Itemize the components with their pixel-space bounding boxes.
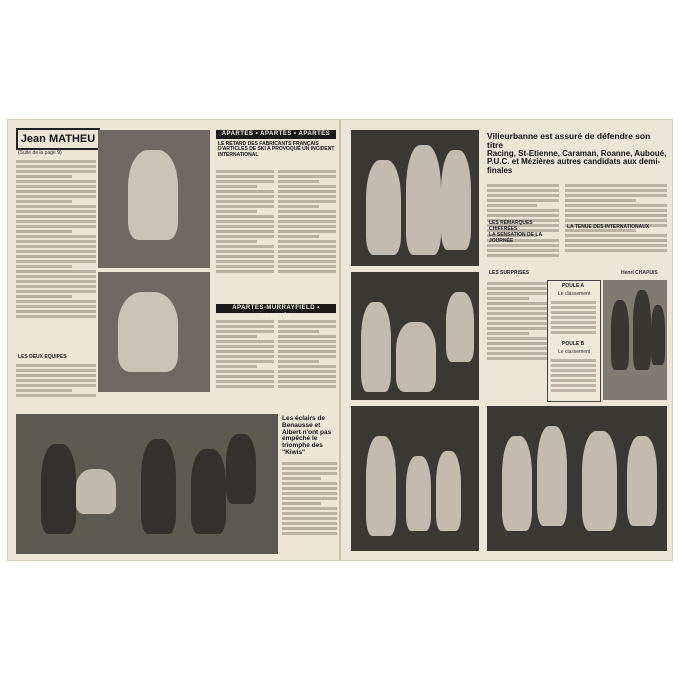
poule-b-table	[551, 357, 596, 397]
rugby-photo	[16, 414, 278, 554]
classement-a: Le classement	[558, 291, 591, 297]
wrestler-photo-2	[98, 272, 210, 392]
remarques-heading: LES REMARQUES CHIFFRÉES	[489, 220, 533, 232]
sensation-heading: LA SENSATION DE LA JOURNÉE	[489, 232, 542, 244]
left-page	[8, 120, 339, 560]
article-column-1	[16, 158, 96, 328]
apartes-headline: LE RETARD DES FABRICANTS FRANÇAIS D'ARTICLES DE SKI A PROVOQUÉ UN INCIDENT INTERNATIONAL	[218, 141, 335, 158]
apartes-column-2	[278, 168, 336, 298]
basketball-photo-4	[603, 280, 667, 400]
magazine-spread	[8, 120, 672, 560]
article-column-c	[487, 280, 547, 390]
classement-b: Le classement	[558, 349, 591, 355]
right-page	[341, 120, 672, 560]
teams-heading: LES DEUX EQUIPES	[18, 354, 67, 360]
basketball-photo-1	[351, 130, 479, 266]
apartes-bar: APARTÉS • APARTÉS • APARTÉS	[216, 130, 336, 139]
poule-a-table	[551, 299, 596, 337]
murrayfield-column-2	[278, 318, 336, 408]
poule-b-title: POULE B	[562, 341, 585, 347]
tenue-heading: LA TENUE DES INTERNATIONAUX	[567, 224, 650, 230]
standings-box	[547, 280, 601, 402]
poule-a-title: POULE A	[562, 283, 585, 289]
continued-note: (Suite de la page 9)	[18, 150, 62, 156]
rugby-article	[282, 460, 337, 554]
author-name-box: Jean MATHEU	[16, 128, 100, 150]
signature: Henri CHAPUIS	[621, 270, 658, 276]
main-headline: Villeurbanne est assuré de défendre son titre	[487, 131, 651, 150]
surprises-heading: LES SURPRISES	[489, 270, 530, 276]
murrayfield-column-1	[216, 318, 274, 408]
murrayfield-bar: APARTÉS-MURRAYFIELD • APARTÉS	[216, 304, 336, 313]
wrestler-photo-1	[98, 130, 210, 268]
sub-headline: Racing, St-Etienne, Caraman, Roanne, Auboué, P.U.C. et Mézières autres candidats aux demi-finales	[487, 149, 667, 175]
rugby-headline: Les éclairs de Benausse et Albert n'ont pas empêché le triomphe des "Kiwis"	[282, 415, 332, 457]
basketball-photo-5	[487, 406, 667, 551]
apartes-column-1	[216, 168, 274, 298]
teams-list	[16, 362, 96, 412]
basketball-photo-2	[351, 272, 479, 400]
basketball-photo-3	[351, 406, 479, 551]
